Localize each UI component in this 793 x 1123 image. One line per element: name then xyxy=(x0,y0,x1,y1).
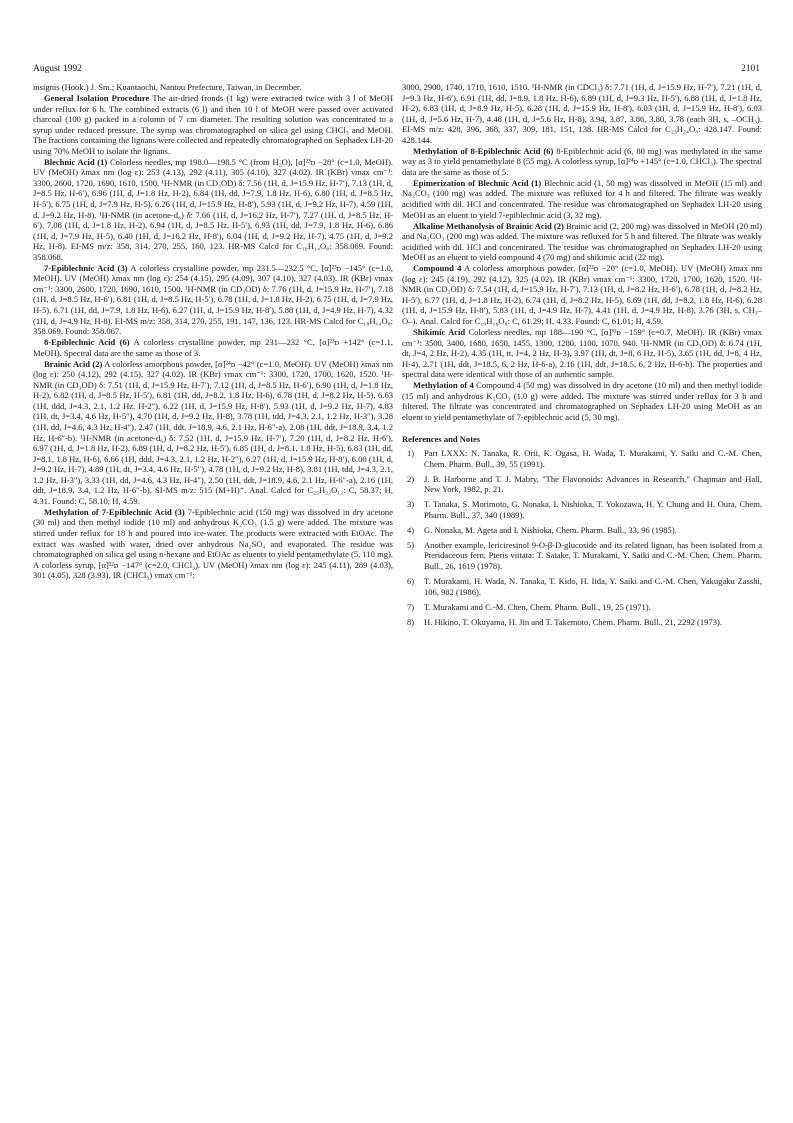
paragraph xyxy=(402,146,762,178)
paragraph-text: Brainic acid (2, 200 mg) was dissolved in MeOH (20 ml) and Na₂CO₃ (200 mg) was added. The mixture was refluxed for 5 h and filtered. The filtrate was weakly acidified with dil. HCl and concentrated. The residue was chromatographed on Sephadex LH-20 using MeOH as an eluent to yield compound 4 (70 mg) and shikimic acid (22 mg). xyxy=(402,220,762,263)
paragraph xyxy=(33,157,393,262)
paragraph xyxy=(402,178,762,220)
paragraph xyxy=(402,82,762,145)
paragraph-text: Compound 4 (50 mg) was dissolved in dry acetone (10 ml) and then methyl iodide (15 ml) and anhydrous K₂CO₃ (1.0 g) were added. The mixture was stirred under reflux for 3 h and filtered. The filtrate was concentrated and chromatographed on Sephadex LH-20 using MeOH as an eluent to yield pentamethylate of 7-epiblechnic acid (5, 30 mg). xyxy=(402,380,763,422)
paragraph-text: insignis (Hook.) J. Sm.; Kuantaochi, Nantou Prefecture, Taiwan, in December. xyxy=(33,82,302,92)
paragraph xyxy=(33,263,393,337)
reference-item xyxy=(402,576,762,597)
paragraph-text: Colorless needles, mp 188—190 °C, [α]³¹ᴅ −159° (c=0.7, MeOH). IR (KBr) νmax cm⁻¹: 3500, 3400, 1680, 1650, 1455, 1300, 1280, 1100, 1070, 940. ¹H-NMR (in CD₃OD) δ: 6.74 (1H, dt, J=4, 2 Hz, H-2), 4.35 (1H, tt, J=4, 2 Hz, H-3), 3.97 (1H, dt, J=8, 6 Hz, H-5), 3.65 (1H, dd, J=8, 4 Hz, H-4), 2.71 (1H, ddt, J=18.5, 6, 2 Hz, H-6-a), 2.16 (1H, ddt, J=18.5, 6, 2 Hz, H-6-b). The properties and spectral data were identical with those of an authentic sample. xyxy=(402,327,763,380)
section-heading: Methylation of 4 xyxy=(413,380,474,391)
reference-item xyxy=(402,540,762,572)
reference-item xyxy=(402,474,762,495)
reference-item xyxy=(402,617,762,628)
paragraph-text: The air-dried fronds (1 kg) were extracted twice with 3 l of MeOH under reflux for 6 h. The combined extracts (6 l) and then 10 l of MeOH were passed over activated charcoal (100 g) packed in a column of 7 cm diameter. The resulting solution was concentrated to a syrup under reduced pressure. The syrup was chromatographed on silica gel using CHCl₃ and MeOH. The fractions containing the lignans were collected and repeatedly chromatographed on Sephadex LH-20 using 70% MeOH to isolate the lignans. xyxy=(33,93,393,156)
reference-number: 4) xyxy=(407,524,415,535)
paragraph-text: 8-Epiblechnic acid (6, 80 mg) was methylated in the same way as 3 to yield pentamethylate 8 (55 mg). A colorless syrup, [α]²⁴ᴅ +145° (c=1.0, CHCl₃). The spectral data are the same as those of 5. xyxy=(402,145,762,177)
section-heading: Compound 4 xyxy=(413,263,462,274)
paragraph xyxy=(33,82,393,93)
paragraph xyxy=(33,93,393,156)
section-heading: Methylation of 7-Epiblechnic Acid (3) xyxy=(44,506,185,517)
paragraph xyxy=(33,337,393,358)
paragraph-text: Colorless needles, mp 198.0—198.5 °C (from H₂O), [α]²³ᴅ −28° (c=1.0, MeOH). UV (MeOH) λmax nm (log ε): 253 (4.13), 292 (4.11), 305 (4.10), 327 (4.02). IR (KBr) νmax cm⁻¹: 3300, 2600, 1720, 1690, 1610, 1500. ¹H-NMR (in CD₃OD) δ: 7.56 (1H, d, J=15.9 Hz, H-7′), 7.13 (1H, d, J=8.5 Hz, H-6′), 6.96 (1H, d, J=1.8 Hz, H-2), 6.84 (1H, dd, J=7.9, 1.8 Hz, H-6), 6.80 (1H, d, J=8.5 Hz, H-5′), 6.75 (1H, d, J=7.9 Hz, H-5), 6.26 (1H, d, J=15.9 Hz, H-8′), 5.93 (1H, d, J=9.2 Hz, H-7), 4.59 (1H, d, J=9.2 Hz, H-8). ¹H-NMR (in acetone-d₆) δ: 7.66 (1H, d, J=16.2 Hz, H-7′), 7.27 (1H, d, J=8.5 Hz, H-6′), 7.08 (1H, d, J=1.8 Hz, H-2), 6.94 (1H, d, J=8.5 Hz, H-5′), 6.93 (1H, dd, J=7.9, 1.8 Hz, H-6), 6.86 (1H, d, J=7.9 Hz, H-5), 6.40 (1H, d, J=16.2 Hz, H-8′), 6.04 (1H, d, J=9.2 Hz, H-7), 4.75 (1H, d, J=9.2 Hz, H-8). EI-MS m/z: 358, 314, 270, 255, 160, 123. HR-MS Calcd for C₁₈H₁₄O₈: 358.069. Found: 358.068. xyxy=(33,156,394,262)
section-heading: 8-Epiblechnic Acid (6) xyxy=(44,337,130,348)
reference-number: 3) xyxy=(407,499,415,510)
reference-item xyxy=(402,499,762,520)
reference-number: 7) xyxy=(407,601,415,612)
section-heading: General Isolation Procedure xyxy=(44,93,150,104)
paragraph-text: 3000, 2900, 1740, 1710, 1610, 1510. ¹H-NMR (in CDCl₃) δ: 7.71 (1H, d, J=15.9 Hz, H-7′), 7.21 (1H, d, J=9.3 Hz, H-6′), 6.91 (1H, dd, J=8.9, 1.8 Hz, H-6), 6.89 (1H, d, J=9.3 Hz, H-5′), 6.88 (1H, d, J=1.8 Hz, H-2), 6.83 (1H, d, J=8.9 Hz, H-5), 6.28 (1H, d, J=15.9 Hz, H-8′), 6.03 (1H, d, J=15.9 Hz, H-8′), 6.03 (1H, d, J=5.6 Hz, H-7), 4.48 (1H, d, J=5.6 Hz, H-8), 3.94, 3.87, 3.86, 3.80, 3.78 (each 3H, s, –OCH₃). EI-MS m/z: 428, 396, 368, 337, 309, 181, 151, 138. HR-MS Calcd for C₂₃H₂₄O₈: 428.147. Found: 428.144. xyxy=(402,82,762,145)
header-date: August 1992 xyxy=(33,64,82,74)
references-title: References and Notes xyxy=(402,433,481,444)
paragraph-text: A colorless crystalline powder, mp 231—232 °C, [α]²³ᴅ +142° (c=1.1, MeOH). Spectral data are the same as those of 3. xyxy=(33,337,393,358)
reference-text: Another example, lericiresinol 9-O-β-D-glucoside and its related lignan, has been isolated from a Pteridaceous fern, Pteris vittata: T. Satake, T. Murakami, Y. Saiki and C.-M. Chen, Chem. Pharm. Bull., 26, 1619 (1978). xyxy=(424,539,762,571)
page-header xyxy=(33,64,760,78)
reference-text: T. Tanaka, S. Morimoto, G. Nonaka, I. Nishioka, T. Yokozawa, H. Y. Chung and H. Oura, Chem. Pharm. Bull., 37, 340 (1989). xyxy=(424,499,762,520)
reference-item xyxy=(402,525,762,536)
section-heading: Shikimic Acid xyxy=(413,327,466,338)
section-heading: Alkaline Methanolysis of Brainic Acid (2) xyxy=(413,220,564,231)
section-heading: Epimerization of Blechnic Acid (1) xyxy=(413,177,542,188)
left-column xyxy=(33,82,393,581)
paragraph-text: Blechnic acid (1, 50 mg) was dissolved in MeOH (15 ml) and Na₂CO₃ (100 mg) was added. The mixture was refluxed for 4 h and filtered. The filtrate was weakly acidified with dil. HCl and concentrated. The residue was chromatographed on Sephadex LH-20 using MeOH as an eluent to yield 7-epiblechnic acid (3, 32 mg). xyxy=(402,177,762,220)
page-number: 2101 xyxy=(741,64,760,74)
paragraph xyxy=(402,221,762,263)
paragraph-text: A colorless amorphous powder, [α]²⁴ᴅ −42° (c=1.0, MeOH). UV (MeOH) λmax nm (log ε): 250 (4.12), 292 (4.15), 327 (4.02). IR (KBr) νmax cm⁻¹: 3300, 1720, 1700, 1620, 1520. ¹H-NMR (in CD₃OD) δ: 7.51 (1H, d, J=15.9 Hz, H-7′), 7.12 (1H, d, J=8.5 Hz, H-6′), 6.90 (1H, d, J=1.8 Hz, H-2), 6.82 (1H, d, J=8.5 Hz, H-5′), 6.81 (1H, dd, J=8.2, 1.8 Hz, H-6), 6.78 (1H, d, J=8.2 Hz, H-5), 6.63 (1H, ddd, J=4.3, 2.1, 1.2 Hz, H-2″), 6.22 (1H, d, J=15.9 Hz, H-8′), 5.93 (1H, d, J=9.2 Hz, H-7), 4.83 (1H, dt, J=3.4, 4.6 Hz, H-5″), 4.70 (1H, d, J=9.2 Hz, H-8), 3.78 (1H, tdd, J=4.3, 2.1, 1.2 Hz, H-3″), 3.28 (1H, dd, J=4.6, 4.3 Hz, H-4″), 2.47 (1H, ddt, J=18.9, 4.6, 2.1 Hz, H-6″-a), 2.08 (1H, ddt, J=18.9, 3.4, 1.2 Hz, H-6″-b). ¹H-NMR (in acetone-d₆) δ: 7.52 (1H, d, J=15.9 Hz, H-7′), 7.20 (1H, d, J=8.2 Hz, H-6′), 6.97 (1H, d, J=1.8 Hz, H-2), 6.89 (1H, d, J=8.2 Hz, H-5′), 6.85 (1H, d, J=8.1, 1.8 Hz, H-5), 6.83 (1H, dd, J=8.1, 1.8 Hz, H-6), 6.66 (1H, ddd, J=4.3, 2.1, 1.2 Hz, H-2″), 6.27 (1H, d, J=15.9 Hz, H-8′), 6.00 (1H, d, J=9.2 Hz, H-7), 4.89 (1H, dt, J=3.4, 4.6 Hz, H-5″), 4.78 (1H, d, J=9.2 Hz, H-8), 3.81 (1H, tdd, J=4.3, 2.1, 1.2 Hz, H-3″), 3.33 (1H, dd, J=4.6, 4.3 Hz, H-4″), 2.50 (1H, ddt, J=18.9, 4.6, 2.1 Hz, H-6″-a), 2.16 (1H, ddt, J=18.9, 3.4, 1.2 Hz, H-6″-b). SI-MS m/z: 515 (M+H)⁺. Anal. Calcd for C₂₅H₂₂O₁₂: C, 58.37; H, 4.31. Found: C, 58.10; H, 4.59. xyxy=(33,358,393,506)
reference-text: J. B. Harborne and T. J. Mabry, "The Flavonoids: Advances in Research," Chapman and Hall, New York, 1982, p. 21. xyxy=(424,473,762,495)
reference-text: G. Nonaka, M. Ageta and I. Nishioka, Chem. Pharm. Bull., 33, 96 (1985). xyxy=(424,524,677,535)
reference-text: Part LXXX: N. Tanaka, R. Orii, K. Ogasa, H. Wada, T. Murakami, Y. Saiki and C.-M. Chen, Chem. Pharm. Bull., 39, 55 (1991). xyxy=(424,448,762,469)
references-list xyxy=(402,448,762,627)
reference-number: 2) xyxy=(407,473,415,484)
reference-text: T. Murakami, H. Wada, N. Tanaka, T. Kido, H. Iida, Y. Saiki and C.-M. Chen, Yakugaku Zasshi, 106, 982 (1986). xyxy=(424,576,762,597)
paragraph-text: A colorless crystalline powder, mp 231.5—232.5 °C, [α]²³ᴅ −145° (c=1.0, MeOH). UV (MeOH) λmax nm (log ε): 254 (4.15), 295 (4.09), 307 (4.10), 327 (4.03). IR (KBr) νmax cm⁻¹: 3300, 2600, 1720, 1690, 1610, 1500. ¹H-NMR (in CD₃OD) δ: 7.76 (1H, d, J=15.9 Hz, H-7′), 7.18 (1H, d, J=8.5 Hz, H-6′), 6.81 (1H, d, J=8.5 Hz, H-5′), 6.78 (1H, d, J=1.8 Hz, H-2), 6.75 (1H, d, J=7.9 Hz, H-5), 6.71 (1H, dd, J=7.9, 1.8 Hz, H-6), 6.27 (1H, d, J=15.9 Hz, H-8′), 5.88 (1H, d, J=4.9 Hz, H-7), 4.32 (1H, d, J=4.9 Hz, H-8). EI-MS m/z: 358, 314, 270, 255, 191, 147, 136, 123. HR-MS Calcd for C₁₈H₁₄O₈: 358.069. Found: 358.067. xyxy=(33,262,394,337)
section-heading: Blechnic Acid (1) xyxy=(44,156,108,167)
reference-number: 5) xyxy=(407,539,415,550)
paragraph xyxy=(33,359,393,507)
reference-item xyxy=(402,602,762,613)
section-heading: Brainic Acid (2) xyxy=(44,358,103,369)
paragraph xyxy=(33,507,393,581)
paragraph xyxy=(402,263,762,326)
paragraph-text: A colorless amorphous powder, [α]²²ᴅ −20° (c=1.0, MeOH). UV (MeOH) λmax nm (log ε): 245 (4.19), 292 (4.12), 325 (4.02). IR (KBr) νmax cm⁻¹: 3300, 1720, 1700, 1620, 1520. ¹H-NMR (in CD₃OD) δ: 7.54 (1H, d, J=15.9 Hz, H-7′), 7.13 (1H, d, J=8.2 Hz, H-6′), 6.78 (1H, d, J=8.2 Hz, H-5′), 6.77 (1H, d, J=1.8 Hz, H-2), 6.74 (1H, d, J=8.2 Hz, H-5), 6.69 (1H, dd, J=8.2, 1.8 Hz, H-6), 6.28 (1H, d, J=15.9 Hz, H-8′), 5.83 (1H, d, J=4.9 Hz, H-7), 4.41 (1H, d, J=4.9 Hz, H-8), 3.76 (3H, s, CH₃–O–). Anal. Calcd for C₁₉H₁₆O₈: C, 61.29; H, 4.33. Found: C, 61.01; H, 4.59. xyxy=(402,263,762,327)
reference-text: H. Hikino, T. Okuyama, H. Jin and T. Takemoto, Chem. Pharm. Bull., 21, 2292 (1973). xyxy=(424,616,722,627)
section-heading: 7-Epiblechnic Acid (3) xyxy=(44,262,128,273)
reference-number: 6) xyxy=(407,576,415,587)
right-column-body xyxy=(402,82,762,423)
right-column xyxy=(402,82,762,632)
paragraph xyxy=(402,327,762,380)
reference-item xyxy=(402,448,762,469)
reference-number: 1) xyxy=(407,448,415,459)
reference-number: 8) xyxy=(407,616,415,627)
paragraph xyxy=(402,380,762,422)
section-heading: Methylation of 8-Epiblechnic Acid (6) xyxy=(413,145,554,156)
reference-text: T. Murakami and C.-M. Chen, Chem. Pharm. Bull., 19, 25 (1971). xyxy=(424,601,651,612)
paragraph-text: 7-Epiblechnic acid (150 mg) was dissolved in dry acetone (30 ml) and then methyl iodide (10 ml) and anhydrous K₂CO₃ (1.5 g) were added. The mixture was stirred under reflux for 18 h and poured into ice-water. The products were extracted with EtOAc. The extract was washed with water, dried over anhydrous Na₂SO₄ and evaporated. The residue was chromatographed on silica gel using n-hexane and EtOAc as eluents to yield pentamethylate (5, 110 mg). A colorless syrup, [α]²²ᴅ −147° (c=2.0, CHCl₃). UV (MeOH) λmax nm (log ε): 245 (4.11), 289 (4.03), 301 (4.05), 328 (3.93). IR (CHCl₃) νmax cm⁻¹: xyxy=(33,506,393,581)
